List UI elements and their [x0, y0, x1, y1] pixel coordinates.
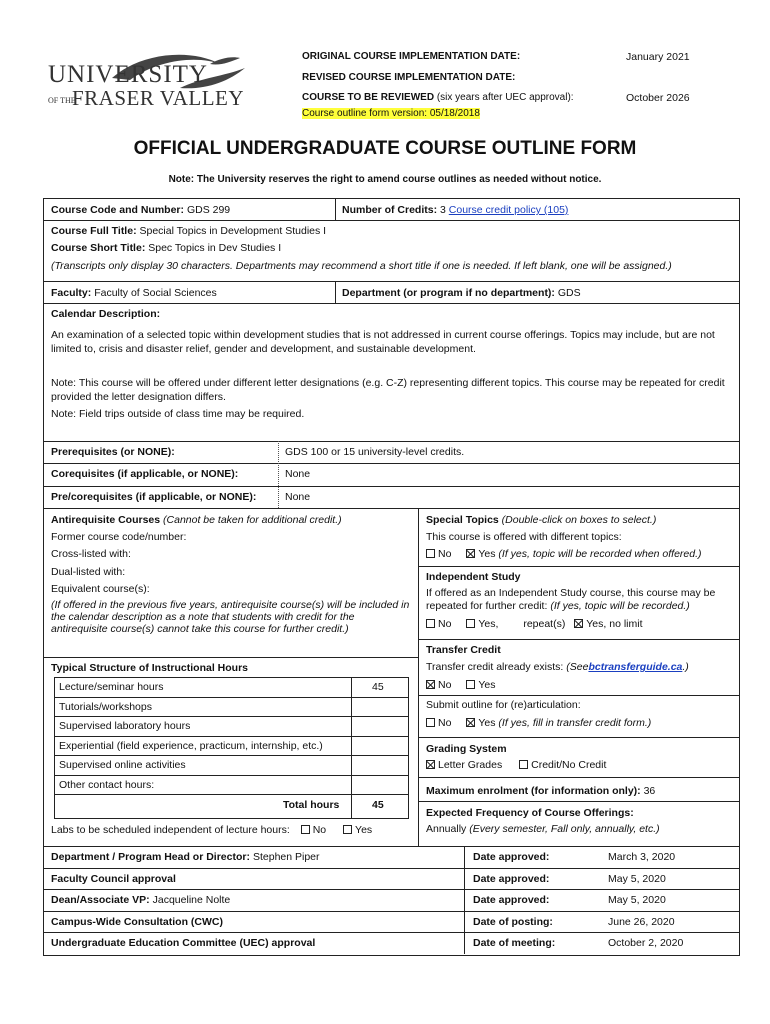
equivalent-courses: Equivalent course(s): — [51, 583, 150, 595]
coreq-label: Corequisites (if applicable, or NONE): — [51, 468, 239, 480]
frequency-note: (Every semester, Fall only, annually, etc.) — [469, 823, 660, 835]
review-label: COURSE TO BE REVIEWED — [302, 92, 435, 103]
independent-yes-label: Yes, — [478, 618, 499, 630]
full-title-value: Special Topics in Development Studies I — [139, 225, 327, 237]
antireq-heading — [51, 514, 342, 526]
independent-q-text: If offered as an Independent Study course, this course may be repeated for further credit: — [426, 587, 716, 612]
divider — [43, 441, 739, 442]
divider — [43, 303, 739, 304]
full-title — [51, 225, 326, 237]
transfer-q1 — [426, 661, 689, 673]
max-enrolment-label: Maximum enrolment (for information only): — [426, 785, 641, 797]
transfer-submit-yes-note: (If yes, fill in transfer credit form.) — [498, 717, 652, 729]
divider — [43, 932, 739, 933]
labs-label: Labs to be scheduled independent of lecture hours: — [51, 824, 290, 836]
divider — [54, 716, 409, 717]
labs-no-label: No — [312, 824, 327, 836]
prereq-label: Prerequisites (or NONE): — [51, 446, 175, 458]
approval-name: Stephen Piper — [252, 851, 320, 863]
divider — [418, 508, 419, 846]
orig-impl-label: ORIGINAL COURSE IMPLEMENTATION DATE: — [302, 51, 521, 62]
special-yes-checkbox[interactable] — [466, 549, 475, 558]
divider — [418, 777, 739, 778]
letter-grades-checkbox[interactable] — [426, 760, 435, 769]
calendar-description: An examination of a selected topic within development studies that is not addressed in current course offerings. Topics may include, but are not limited to, crisis and disaster relief, gender and development, and sustainable development. — [51, 329, 715, 355]
credits-label: Number of Credits: — [342, 204, 438, 216]
approval-row — [51, 937, 318, 949]
independent-options — [426, 618, 643, 630]
divider — [43, 463, 739, 464]
transfer-credit-label: Transfer Credit — [426, 644, 501, 656]
divider — [418, 566, 739, 567]
independent-study-question — [426, 587, 734, 613]
independent-no-checkbox[interactable] — [426, 619, 435, 628]
approval-name: Jacqueline Nolte — [152, 894, 231, 907]
credit-no-credit-checkbox[interactable] — [519, 760, 528, 769]
divider — [54, 755, 409, 756]
full-title-label: Course Full Title: — [51, 225, 137, 237]
special-topics-heading — [426, 514, 656, 526]
hours-label: Typical Structure of Instructional Hours — [51, 662, 248, 674]
transfer-submit-no-checkbox[interactable] — [426, 718, 435, 727]
independent-yes-checkbox[interactable] — [466, 619, 475, 628]
credits-value: 3 — [440, 204, 446, 216]
department-value: GDS — [557, 287, 581, 299]
department-label: Department (or program if no department): — [342, 287, 555, 299]
divider — [335, 198, 336, 220]
divider — [43, 911, 739, 912]
approval-row — [51, 851, 320, 863]
labs-no-checkbox[interactable] — [301, 825, 310, 834]
department — [342, 287, 581, 299]
transfer-q1-options — [426, 679, 496, 691]
letter-grades-label: Letter Grades — [438, 759, 503, 771]
total-hours-label: Total hours — [283, 799, 340, 811]
approval-label: Dean/Associate VP: — [51, 894, 150, 907]
credit-policy-link[interactable]: Course credit policy (105) — [448, 204, 569, 216]
special-topics-question: This course is offered with different topics: — [426, 531, 622, 543]
hours-row-label: Tutorials/workshops — [59, 700, 152, 713]
transfer-see-end: .) — [682, 661, 689, 673]
cross-listed: Cross-listed with: — [51, 548, 131, 560]
divider — [54, 697, 409, 698]
short-title-value: Spec Topics in Dev Studies I — [148, 242, 282, 254]
transfer-see: (See — [566, 661, 589, 673]
approval-date-value: March 3, 2020 — [608, 851, 676, 863]
special-no-label: No — [438, 548, 452, 560]
precoreq-value: None — [285, 491, 311, 503]
orig-impl-value: January 2021 — [626, 51, 690, 63]
hours-row-label: Other contact hours: — [59, 778, 155, 791]
divider — [54, 775, 409, 776]
approval-date-label: Date approved: — [473, 851, 550, 863]
special-yes-note: (If yes, topic will be recorded when offered.) — [498, 548, 702, 560]
independent-q-note: (If yes, topic will be recorded.) — [550, 600, 690, 612]
precoreq-label: Pre/corequisites (if applicable, or NONE): — [51, 491, 257, 503]
labs-row — [51, 824, 372, 836]
divider — [43, 486, 739, 487]
approval-label: Department / Program Head or Director: — [51, 851, 250, 863]
short-title — [51, 242, 281, 254]
revised-impl-label: REVISED COURSE IMPLEMENTATION DATE: — [302, 72, 516, 83]
frequency-value: Annually — [426, 823, 467, 835]
independent-nolimit-checkbox[interactable] — [574, 619, 583, 628]
approval-date-value: May 5, 2020 — [608, 894, 666, 907]
transfer-exists-no-checkbox[interactable] — [426, 680, 435, 689]
logo-university: UNIVERSITY — [48, 61, 208, 88]
divider — [335, 281, 336, 303]
grading-options — [426, 759, 606, 771]
logo-of-the: OF THE — [48, 96, 76, 105]
labs-yes-label: Yes — [355, 824, 373, 836]
credit-no-credit-label: Credit/No Credit — [531, 759, 607, 771]
approval-date-label: Date of meeting: — [473, 937, 556, 950]
short-title-label: Course Short Title: — [51, 242, 146, 254]
approval-label: Faculty Council approval — [51, 872, 176, 885]
divider — [418, 639, 739, 640]
antireq-note: (If offered in the previous five years, antirequisite course(s) will be included in the calendar description as a note that students with credit for the antirequisite course(s) cannot take this course for further credit.) — [51, 599, 410, 635]
coreq-value: None — [285, 468, 311, 480]
hours-row-label: Experiential (field experience, practicum, internship, etc.) — [59, 739, 323, 752]
divider — [43, 846, 739, 847]
hours-row-label: Supervised online activities — [59, 759, 186, 771]
antireq-label: Antirequisite Courses — [51, 514, 161, 526]
approval-date-label: Date approved: — [473, 872, 550, 885]
form-version: Course outline form version: 05/18/2018 — [302, 108, 480, 119]
hours-row-label: Lecture/seminar hours — [59, 681, 164, 693]
divider — [43, 889, 739, 890]
course-code-label: Course Code and Number: — [51, 204, 185, 216]
approval-date-label: Date of posting: — [473, 915, 553, 928]
special-yes-label: Yes — [478, 548, 496, 560]
divider — [418, 737, 739, 738]
approval-row — [51, 916, 226, 928]
divider — [43, 868, 739, 869]
transfer-q1-text: Transfer credit already exists: — [426, 661, 564, 673]
transcript-note: (Transcripts only display 30 characters. Departments may recommend a short title if one is needed. If left blank, one will be assigned.) — [51, 260, 672, 272]
approval-row — [51, 894, 230, 906]
approval-label: Campus-Wide Consultation (CWC) — [51, 915, 223, 928]
transfer-submit-yes-label: Yes — [478, 717, 496, 729]
max-enrolment-value: 36 — [643, 785, 656, 797]
faculty-label: Faculty: — [51, 287, 92, 299]
approval-date-value: May 5, 2020 — [608, 872, 666, 885]
transfer-submit-yes-checkbox[interactable] — [466, 718, 475, 727]
former-course: Former course code/number: — [51, 531, 187, 543]
divider — [43, 508, 739, 509]
approval-row — [51, 873, 179, 885]
divider — [54, 794, 409, 795]
transfer-submit-no-label: No — [438, 717, 452, 729]
independent-no-label: No — [438, 618, 452, 630]
divider — [418, 695, 739, 696]
special-topics-paren: (Double-click on boxes to select.) — [501, 514, 657, 526]
divider — [418, 801, 739, 802]
special-topics-label: Special Topics — [426, 514, 499, 526]
review-paren: (six years after UEC approval): — [436, 92, 574, 103]
transfer-exists-no-label: No — [438, 679, 452, 691]
calendar-label: Calendar Description: — [51, 308, 161, 320]
hours-row-label: Supervised laboratory hours — [59, 720, 191, 732]
special-no-checkbox[interactable] — [426, 549, 435, 558]
course-code — [51, 204, 230, 216]
review-row — [302, 92, 574, 103]
max-enrolment — [426, 785, 655, 797]
approval-label: Undergraduate Education Committee (UEC) approval — [51, 937, 316, 950]
independent-repeats-label: repeat(s) — [523, 618, 566, 630]
divider — [278, 441, 279, 508]
divider — [43, 657, 418, 658]
page-title: OFFICIAL UNDERGRADUATE COURSE OUTLINE FORM — [133, 138, 637, 159]
bctransferguide-link[interactable]: bctransferguide.ca — [588, 661, 683, 673]
divider — [464, 846, 465, 954]
approval-date-value: October 2, 2020 — [608, 937, 684, 950]
independent-study-label: Independent Study — [426, 571, 521, 583]
amend-note: Note: The University reserves the right to amend course outlines as needed without notice. — [168, 174, 602, 185]
approval-date-label: Date approved: — [473, 894, 550, 907]
grading-label: Grading System — [426, 743, 507, 755]
hours-row-value[interactable]: 45 — [372, 681, 384, 693]
antireq-paren: (Cannot be taken for additional credit.) — [163, 514, 342, 526]
credits — [342, 204, 568, 216]
faculty-value: Faculty of Social Sciences — [94, 287, 217, 299]
dual-listed: Dual-listed with: — [51, 566, 126, 578]
calendar-note-letters: Note: This course will be offered under different letter designations (e.g. C-Z) representing different topics. This course may be repeated for credit provided the letter designation differs. — [51, 377, 725, 403]
transfer-q2: Submit outline for (re)articulation: — [426, 699, 581, 711]
faculty — [51, 287, 217, 299]
transfer-q2-options — [426, 717, 651, 729]
course-code-value: GDS 299 — [186, 204, 231, 216]
independent-nolimit-label: Yes, no limit — [586, 618, 643, 630]
prereq-value: GDS 100 or 15 university-level credits. — [285, 446, 465, 458]
calendar-note-field-trips: Note: Field trips outside of class time may be required. — [51, 408, 305, 420]
frequency-label: Expected Frequency of Course Offerings: — [426, 807, 634, 819]
divider — [43, 281, 739, 282]
frequency-row — [426, 823, 660, 835]
divider — [43, 220, 739, 221]
divider — [54, 736, 409, 737]
special-topics-options — [426, 548, 702, 560]
divider — [351, 677, 352, 818]
logo-fraser-valley: FRASER VALLEY — [72, 86, 245, 110]
total-hours-value: 45 — [372, 799, 384, 811]
transfer-exists-yes-label: Yes — [478, 679, 496, 691]
labs-yes-checkbox[interactable] — [343, 825, 352, 834]
transfer-exists-yes-checkbox[interactable] — [466, 680, 475, 689]
review-value: October 2026 — [626, 92, 690, 104]
approval-date-value: June 26, 2020 — [608, 915, 675, 928]
